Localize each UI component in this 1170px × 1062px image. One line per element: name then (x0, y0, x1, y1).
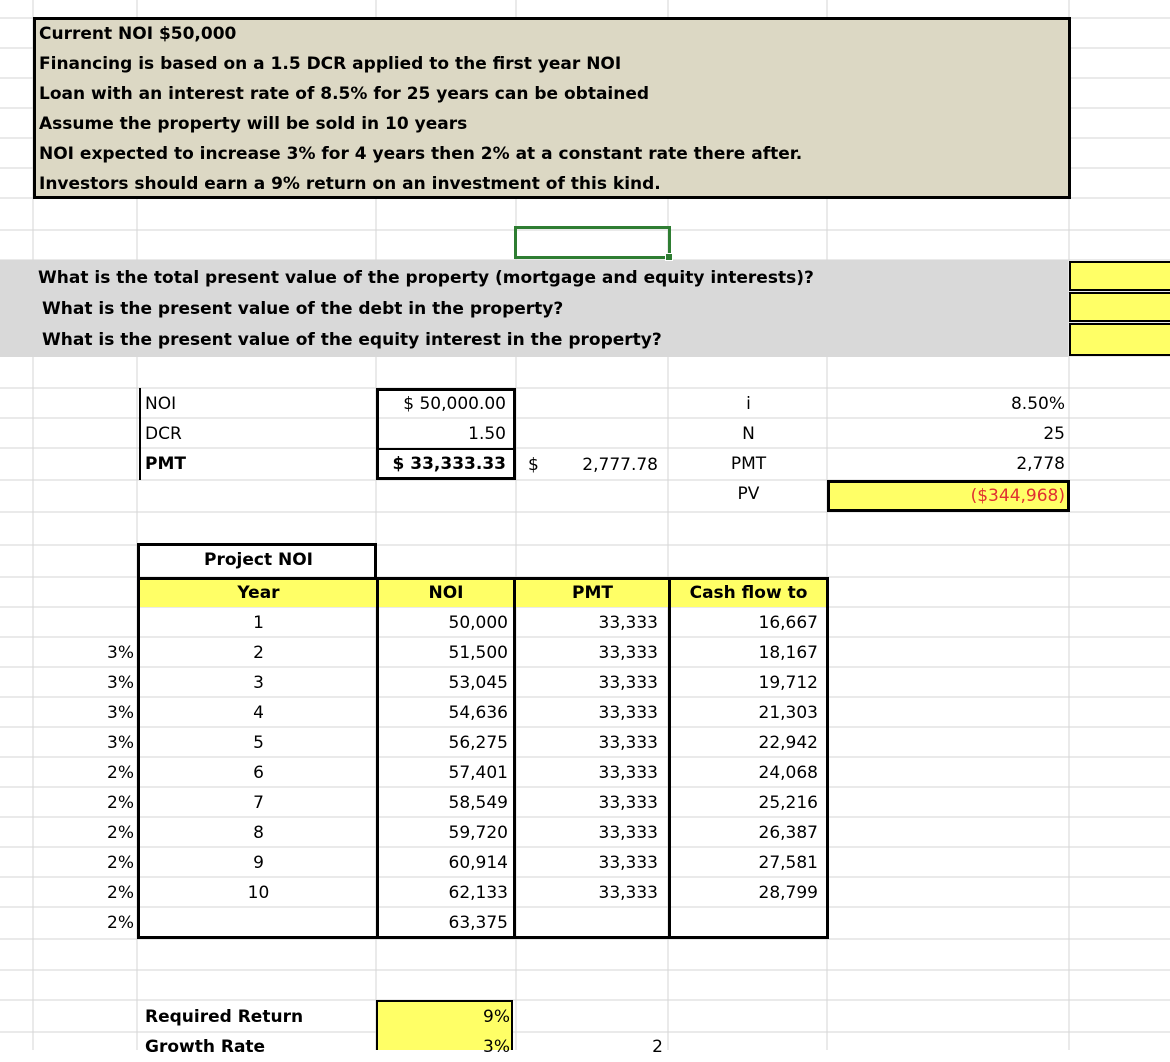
year-cell (140, 908, 377, 938)
tvm-label: PMT (730, 454, 767, 474)
fill-handle[interactable] (665, 253, 673, 261)
noi-cell: 60,914 (448, 853, 508, 873)
year-cell: 1 (253, 613, 264, 633)
noi-cell: 62,133 (448, 883, 508, 903)
year-cell: 3 (253, 673, 264, 693)
growth-rate-cell: 2% (107, 763, 134, 783)
growth-rate-cell: 3% (107, 733, 134, 753)
loan-input-label: DCR (145, 424, 182, 444)
question-total-pv: What is the total present value of the property (mortgage and equity interests)? (38, 268, 814, 288)
monthly-pmt-value: 2,777.78 (582, 455, 658, 475)
growth-rate-cell: 2% (107, 913, 134, 933)
tvm-label: i (746, 394, 751, 414)
cash-flow-cell: 28,799 (758, 883, 818, 903)
cash-flow-cell: 25,216 (758, 793, 818, 813)
info-line: Current NOI $50,000 (39, 24, 237, 44)
pmt-cell: 33,333 (598, 823, 658, 843)
growth-rate-value: 3% (483, 1037, 510, 1057)
tvm-value: 2,778 (1016, 454, 1065, 474)
noi-cell: 51,500 (448, 643, 508, 663)
header-cash-flow: Cash flow to (689, 583, 808, 603)
growth-rate-label: Growth Rate (145, 1037, 266, 1057)
year-cell: 2 (253, 643, 264, 663)
growth-rate-cell: 3% (107, 673, 134, 693)
pmt-cell: 33,333 (598, 793, 658, 813)
tvm-value: 8.50% (1010, 394, 1065, 414)
growth-rate-cell: 2% (107, 823, 134, 843)
pv-result-value: ($344,968) (970, 486, 1065, 506)
growth-rate-cell: 3% (107, 643, 134, 663)
pmt-cell: 33,333 (598, 733, 658, 753)
selected-cell[interactable] (514, 226, 671, 259)
pmt-cell: 33,333 (598, 703, 658, 723)
noi-cell: 56,275 (448, 733, 508, 753)
year-cell: 8 (253, 823, 264, 843)
required-return-value: 9% (483, 1007, 510, 1027)
info-line: NOI expected to increase 3% for 4 years then 2% at a constant rate there after. (39, 144, 803, 164)
noi-cell: 58,549 (448, 793, 508, 813)
year-cell: 10 (247, 883, 270, 903)
growth-rate-cell (60, 608, 134, 638)
growth-rate-cell: 2% (107, 793, 134, 813)
cash-flow-cell (672, 908, 818, 938)
loan-input-value: 1.50 (468, 424, 506, 444)
question-equity-pv: What is the present value of the equity interest in the property? (42, 330, 662, 350)
noi-cell: 63,375 (448, 913, 508, 933)
cash-flow-cell: 26,387 (758, 823, 818, 843)
info-line: Assume the property will be sold in 10 years (39, 114, 468, 134)
year-cell: 6 (253, 763, 264, 783)
noi-cell: 59,720 (448, 823, 508, 843)
header-noi: NOI (428, 583, 464, 603)
cash-flow-cell: 27,581 (758, 853, 818, 873)
tvm-value: 25 (1043, 424, 1065, 444)
cash-flow-cell: 22,942 (758, 733, 818, 753)
tvm-label: N (742, 424, 755, 444)
monthly-pmt-symbol: $ (528, 455, 539, 475)
loan-input-value: $ 50,000.00 (403, 394, 506, 414)
pmt-cell (520, 908, 658, 938)
loan-input-value: $ 33,333.33 (392, 454, 506, 474)
project-noi-title: Project NOI (203, 550, 313, 570)
answer-cell-debt-pv[interactable] (1069, 292, 1170, 322)
cash-flow-cell: 24,068 (758, 763, 818, 783)
answer-cell-equity-pv[interactable] (1069, 323, 1170, 356)
growth-rate-cell: 2% (107, 883, 134, 903)
cash-flow-cell: 16,667 (758, 613, 818, 633)
answer-cell-total-pv[interactable] (1069, 261, 1170, 291)
pmt-cell: 33,333 (598, 853, 658, 873)
year-cell: 4 (253, 703, 264, 723)
info-line: Financing is based on a 1.5 DCR applied to the first year NOI (39, 54, 622, 74)
noi-cell: 57,401 (448, 763, 508, 783)
growth-rate-cell: 2% (107, 853, 134, 873)
info-line: Investors should earn a 9% return on an investment of this kind. (39, 174, 661, 194)
cash-flow-cell: 21,303 (758, 703, 818, 723)
growth-rate-cell: 3% (107, 703, 134, 723)
header-pmt: PMT (572, 583, 613, 603)
required-return-label: Required Return (145, 1007, 304, 1027)
year-cell: 7 (253, 793, 264, 813)
year-cell: 5 (253, 733, 264, 753)
header-year: Year (237, 583, 280, 603)
pmt-cell: 33,333 (598, 763, 658, 783)
pmt-cell: 33,333 (598, 613, 658, 633)
info-line: Loan with an interest rate of 8.5% for 25 years can be obtained (39, 84, 650, 104)
tvm-label: PV (737, 484, 760, 504)
noi-cell: 54,636 (448, 703, 508, 723)
question-debt-pv: What is the present value of the debt in the property? (42, 299, 564, 319)
year-cell: 9 (253, 853, 264, 873)
pmt-cell: 33,333 (598, 643, 658, 663)
stray-cell-value: 2 (652, 1037, 663, 1057)
loan-input-label: PMT (145, 454, 186, 474)
pmt-cell: 33,333 (598, 883, 658, 903)
cash-flow-cell: 19,712 (758, 673, 818, 693)
pmt-cell: 33,333 (598, 673, 658, 693)
noi-cell: 50,000 (448, 613, 508, 633)
noi-cell: 53,045 (448, 673, 508, 693)
loan-input-label: NOI (145, 394, 177, 414)
cash-flow-cell: 18,167 (758, 643, 818, 663)
